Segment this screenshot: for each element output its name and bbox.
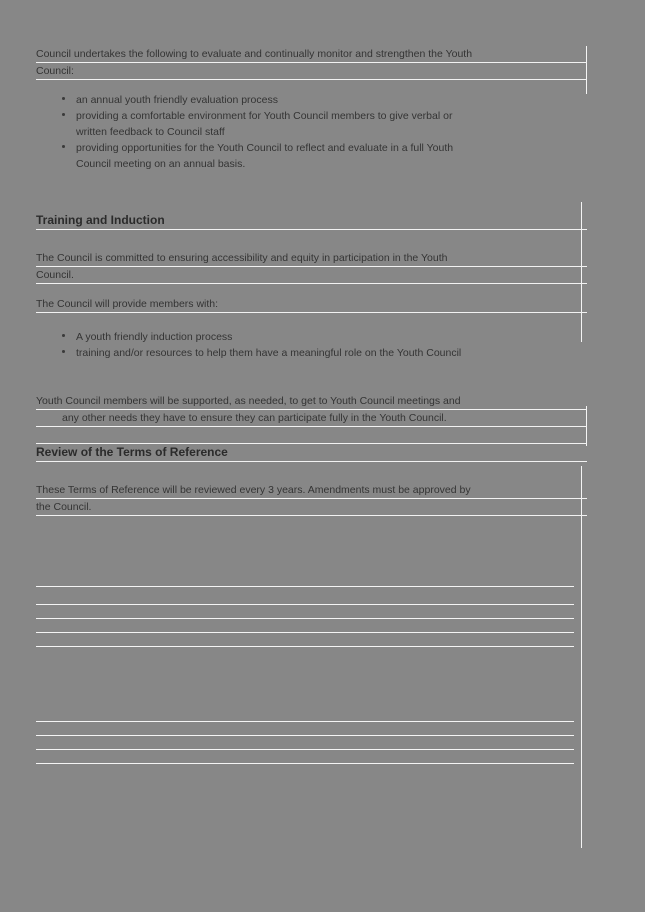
text-line: The Council will provide members with:	[36, 296, 587, 313]
spacer	[36, 619, 574, 632]
text-line: Council meeting on an annual basis.	[76, 158, 246, 170]
spacer	[36, 605, 574, 618]
text-line: Council undertakes the following to evaluate and continually monitor and strengthen the Youth	[36, 46, 587, 63]
text-line: A youth friendly induction process	[76, 331, 233, 343]
spacer	[36, 80, 587, 92]
spacer	[36, 736, 574, 749]
list-item	[36, 92, 587, 108]
spacer	[36, 230, 587, 250]
support-paragraph	[36, 393, 587, 427]
spacer	[36, 587, 574, 604]
text-line: providing a comfortable environment for Youth Council members to give verbal or	[76, 110, 453, 122]
spacer	[36, 462, 587, 482]
spacer	[36, 361, 587, 385]
list-item	[36, 108, 587, 140]
empty-ruled-lines	[36, 586, 574, 764]
text-line: providing opportunities for the Youth Council to reflect and evaluate in a full Youth	[76, 142, 454, 154]
bullet-icon	[62, 350, 65, 353]
section-heading-training: Training and Induction	[36, 212, 587, 230]
spacer	[36, 750, 574, 763]
text-line: Council.	[36, 267, 587, 284]
rule-line	[36, 763, 574, 764]
section-heading-review: Review of the Terms of Reference	[36, 443, 587, 462]
provide-paragraph	[36, 296, 587, 313]
list-item	[36, 345, 587, 361]
list-item	[36, 329, 587, 345]
text-line: the Council.	[36, 499, 587, 516]
spacer	[36, 427, 587, 443]
text-line: an annual youth friendly evaluation process	[76, 94, 278, 106]
bullet-icon	[62, 113, 65, 116]
text-line: training and/or resources to help them have a meaningful role on the Youth Council	[76, 347, 462, 359]
bullet-icon	[62, 334, 65, 337]
document-body	[36, 46, 587, 516]
provide-bullet-list	[36, 329, 587, 361]
spacer	[36, 196, 587, 212]
review-paragraph	[36, 482, 587, 516]
spacer	[36, 647, 574, 721]
spacer	[36, 722, 574, 735]
spacer	[36, 172, 587, 196]
spacer	[36, 385, 587, 393]
text-line: The Council is committed to ensuring accessibility and equity in participation in the Youth	[36, 250, 587, 267]
bullet-icon	[62, 97, 65, 100]
text-line: Council:	[36, 63, 587, 80]
text-line: These Terms of Reference will be reviewed every 3 years. Amendments must be approved by	[36, 482, 587, 499]
text-line: written feedback to Council staff	[76, 126, 225, 138]
training-paragraph	[36, 250, 587, 284]
intro-paragraph	[36, 46, 587, 80]
text-line: any other needs they have to ensure they can participate fully in the Youth Council.	[36, 410, 587, 427]
spacer	[36, 284, 587, 296]
spacer	[36, 313, 587, 329]
text-line: Youth Council members will be supported, as needed, to get to Youth Council meetings and	[36, 393, 587, 410]
page-frame-rule-4	[581, 466, 582, 848]
intro-bullet-list	[36, 92, 587, 172]
bullet-icon	[62, 145, 65, 148]
spacer	[36, 633, 574, 646]
list-item	[36, 140, 587, 172]
